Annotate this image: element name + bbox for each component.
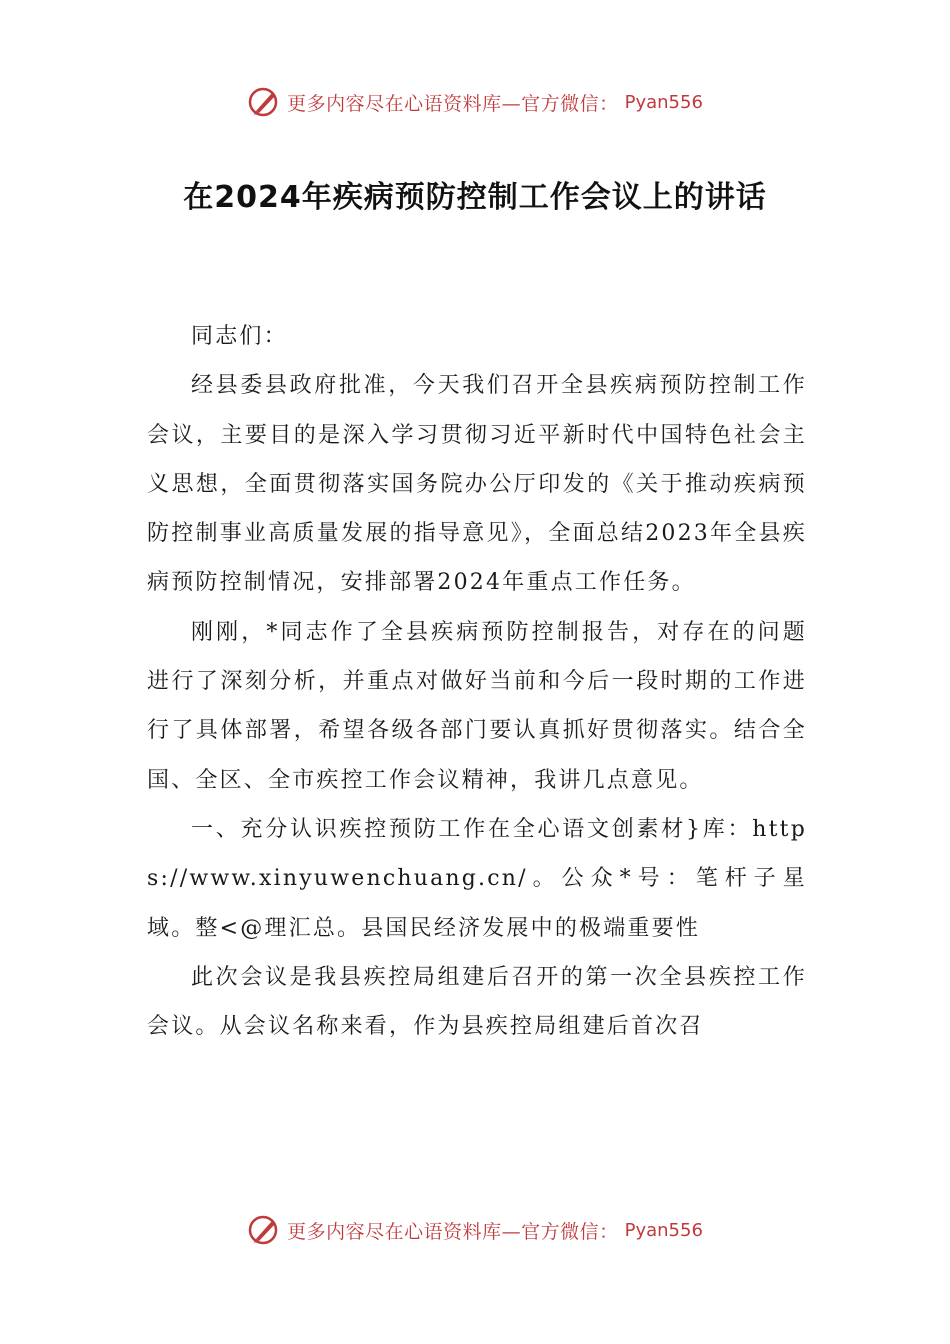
paragraph-intro: 经县委县政府批准，今天我们召开全县疾病预防控制工作会议，主要目的是深入学习贯彻习近平新时代中国特色社会主义思想，全面贯彻落实国务院办公厅印发的《关于推动疾病预防控制事业高质量发展的指导意见》，全面总结2023年全县疾病预防控制情况，安排部署2024年重点工作任务。 — [147, 373, 807, 596]
banner-text: 更多内容尽在心语资料库—官方微信： — [287, 92, 619, 115]
paragraph-section-one-heading: 一、充分认识疾控预防工作在全心语文创素材}库：https://www.xinyuwenchuang.cn/。公众*号：笔杆子星域。整<@理汇总。县国民经济发展中的极端重要性 — [147, 816, 807, 941]
header-watermark-banner — [0, 82, 950, 122]
banner-text: 更多内容尽在心语资料库—官方微信： — [287, 1220, 619, 1243]
pen-logo-icon — [247, 1213, 281, 1247]
paragraph-report: 刚刚，*同志作了全县疾病预防控制报告，对存在的问题进行了深刻分析，并重点对做好当前和今后一段时期的工作进行了具体部署，希望各级各部门要认真抓好贯彻落实。结合全国、全区、全市疾控工作会议精神，我讲几点意见。 — [147, 619, 807, 793]
banner-wechat-id: Pyan556 — [624, 91, 703, 113]
paragraph-salutation: 同志们： — [191, 324, 288, 349]
footer-watermark-banner — [0, 1210, 950, 1250]
document-title: 在2024年疾病预防控制工作会议上的讲话 — [183, 180, 767, 215]
banner-wechat-id: Pyan556 — [624, 1219, 703, 1241]
paragraph-section-one-body: 此次会议是我县疾控局组建后召开的第一次全县疾控工作会议。从会议名称来看，作为县疾控局组建后首次召 — [147, 964, 807, 1040]
pen-logo-icon — [247, 85, 281, 119]
document-body — [147, 312, 807, 1051]
